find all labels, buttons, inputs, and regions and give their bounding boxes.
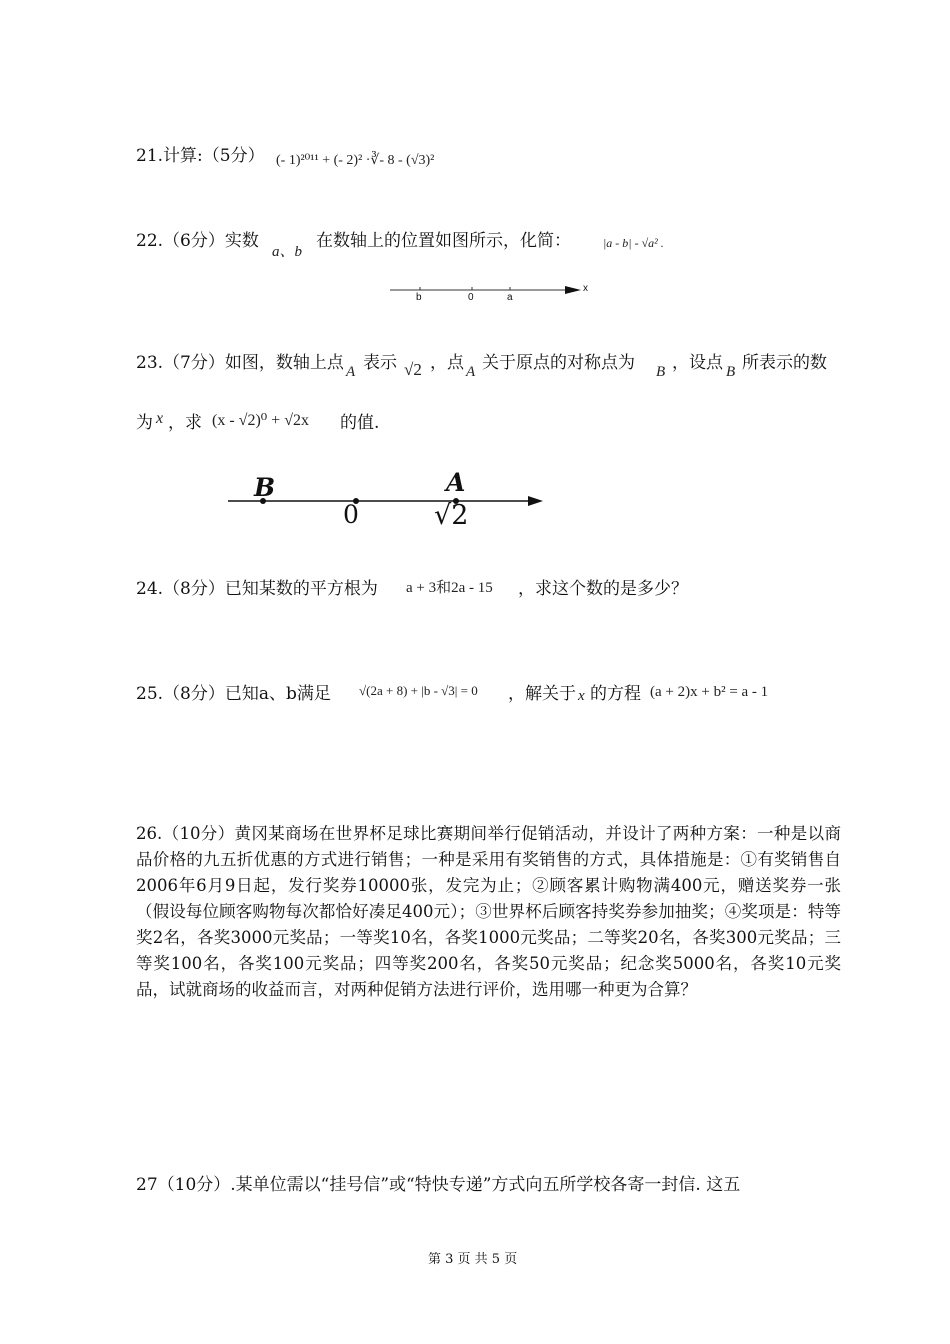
- q23-point-b-1: B: [656, 364, 666, 380]
- q23-line2-c: 的值.: [340, 413, 380, 433]
- q22-label-zero: 0: [468, 292, 474, 303]
- q25-x-variable: x: [578, 688, 585, 704]
- q23-axis-arrow: [528, 496, 543, 506]
- q23-line2-a: 为: [136, 413, 153, 433]
- q23-line1-f: 所表示的数: [742, 353, 827, 373]
- q25-mid2: 的方程: [590, 684, 641, 704]
- q23-line1-d: 关于原点的对称点为: [482, 353, 635, 373]
- q23-line1-e: ，设点: [672, 353, 723, 373]
- q22-label-x: x: [583, 283, 588, 294]
- q23-line1-c: ，点: [430, 353, 464, 373]
- q23-fig-label-a: A: [446, 468, 466, 497]
- q25-text: 25.（8分）已知a、b满足: [136, 684, 331, 704]
- q22-prefix: 22.（6分）实数: [136, 231, 259, 251]
- q25-condition: √(2a + 8) + |b - √3| = 0: [359, 683, 478, 698]
- q23-line1-a: 23.（7分）如图，数轴上点: [136, 353, 344, 373]
- q23-fig-label-b: B: [254, 473, 276, 502]
- q23-sqrt2: √2: [404, 360, 422, 379]
- q23-x-variable: x: [156, 410, 164, 427]
- q21-label: 21.计算:（5分）: [136, 146, 265, 166]
- q23-point-a-1: A: [346, 364, 356, 380]
- q22-axis-arrow: [565, 286, 581, 294]
- q22-text: 在数轴上的位置如图所示，化简：: [316, 231, 571, 251]
- q27-text: 27（10分）.某单位需以“挂号信”或“特快专递”方式向五所学校各寄一封信. 这五: [136, 1175, 741, 1195]
- q23-point-b-2: B: [726, 364, 736, 380]
- q23-line1-b: 表示: [363, 353, 397, 373]
- q22-label-b: b: [416, 292, 422, 303]
- q23-fig-label-zero: 0: [343, 500, 359, 529]
- q23-expression: (x - √2)⁰ + √2x: [212, 412, 309, 429]
- q24-text: 24.（8分）已知某数的平方根为: [136, 579, 378, 599]
- q21-expression: (- 1)²⁰¹¹ + (- 2)² ·∛- 8 - (√3)²: [276, 153, 435, 168]
- q23-line2-b: ，求: [168, 413, 202, 433]
- page-footer: 第 3 页 共 5 页: [428, 1252, 518, 1267]
- q22-label-a: a: [507, 292, 513, 303]
- q24-tail: ，求这个数的是多少？: [518, 579, 688, 599]
- q24-expression: a + 3和2a - 15: [406, 580, 493, 596]
- q22-expression: |a - b| - √a² .: [603, 236, 664, 250]
- q25-mid: ，解关于: [508, 684, 576, 704]
- q25-equation: (a + 2)x + b² = a - 1: [650, 684, 769, 700]
- q26-paragraph: 26.（10分）黄冈某商场在世界杯足球比赛期间举行促销活动，并设计了两种方案：一种是以商品价格的九五折优惠的方式进行销售；一种是采用有奖销售的方式，具体措施是：①有奖销售自2006年6月9日起，发行奖券10000张，发完为止；②顾客累计购物满400元，赠送奖券一张（假设每位顾客购物每次都恰好凑足400元）；③世界杯后顾客持奖券参加抽奖；④奖项是：特等奖2名，各奖3000元奖品；一等奖10名，各奖1000元奖品；二等奖20名，各奖300元奖品；三等奖100名，各奖100元奖品；四等奖200名，各奖50元奖品；纪念奖5000名，各奖10元奖品，试就商场的收益而言，对两种促销方法进行评价，选用哪一种更为合算？: [136, 824, 841, 999]
- q23-point-a-2: A: [466, 364, 476, 380]
- q23-fig-label-root2: √2: [434, 500, 469, 531]
- q22-variables: a、b: [272, 244, 303, 260]
